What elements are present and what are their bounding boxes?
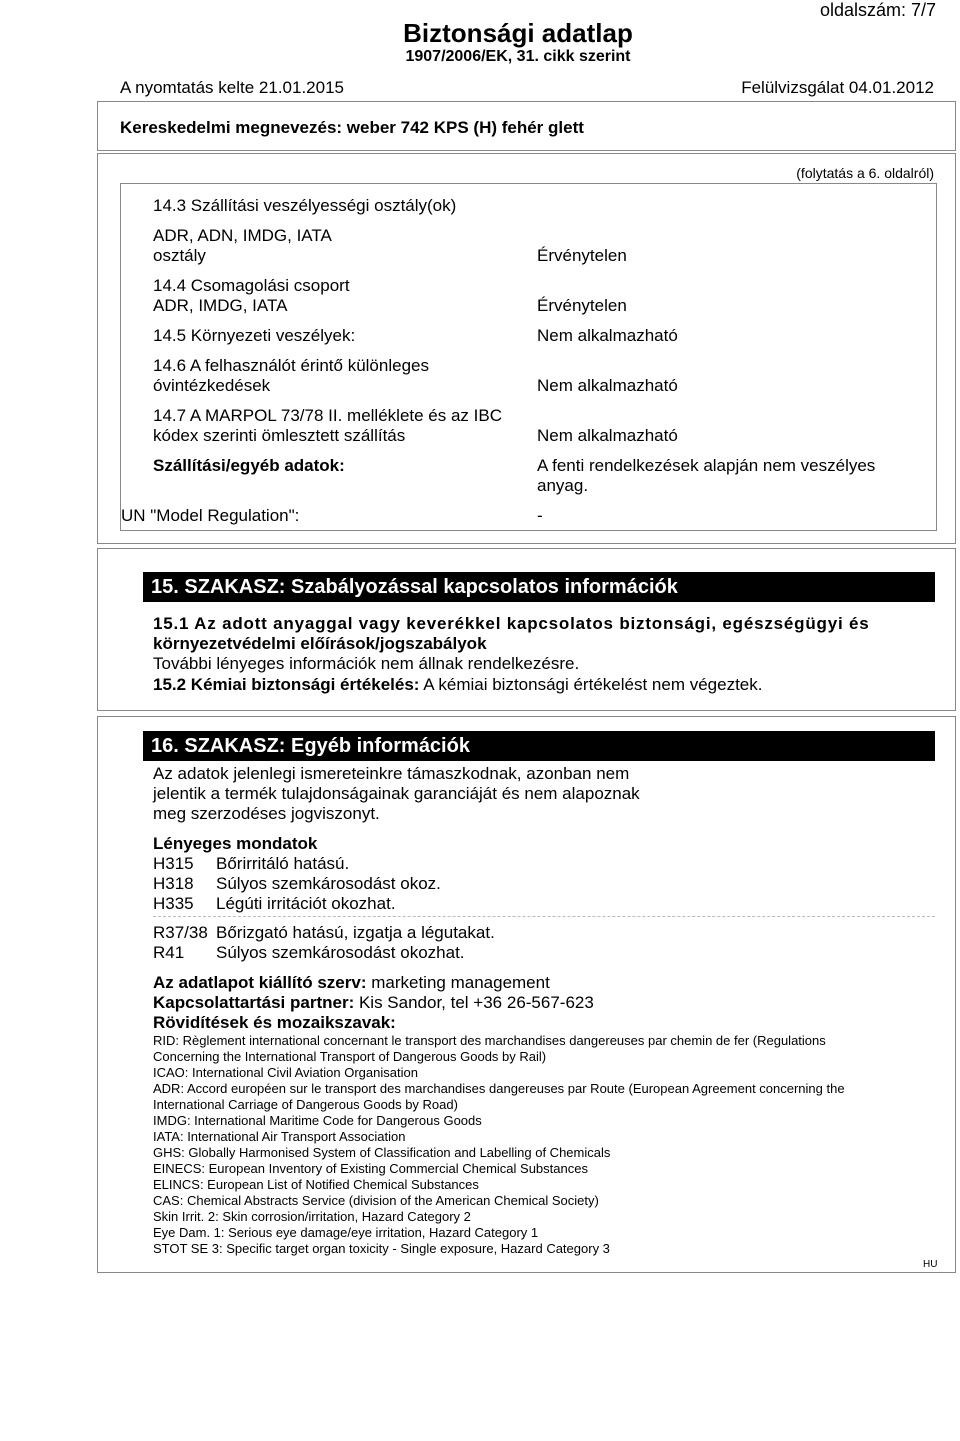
abbreviation-line: International Carriage of Dangerous Goods by Road) — [153, 1097, 458, 1112]
print-date: A nyomtatás kelte 21.01.2015 — [120, 78, 344, 97]
h15-1-line1: 15.1 Az adott anyaggal vagy keverékkel kapcsolatos biztonsági, egészségügyi és — [153, 614, 870, 633]
v14-4: Érvénytelen — [537, 296, 627, 315]
h14-3: 14.3 Szállítási veszélyességi osztály(ok) — [153, 196, 457, 215]
h14-4-line1: 14.4 Csomagolási csoport — [153, 276, 350, 295]
h14-7-line1: 14.7 A MARPOL 73/78 II. melléklete és az IBC — [153, 406, 502, 425]
abbreviation-line: EINECS: European Inventory of Existing Commercial Chemical Substances — [153, 1161, 588, 1176]
h15-1-line2: környezetvédelmi előírások/jogszabályok — [153, 634, 487, 653]
trade-name-box — [97, 101, 956, 151]
phrase-code: H318 — [153, 874, 194, 893]
v14-5: Nem alkalmazható — [537, 326, 678, 345]
abbreviation-line: CAS: Chemical Abstracts Service (division of the American Chemical Society) — [153, 1193, 599, 1208]
separator-line — [153, 916, 935, 917]
issuer-line — [153, 973, 550, 993]
h14-7-line2: kódex szerinti ömlesztett szállítás — [153, 426, 406, 445]
page-number: oldalszám: 7/7 — [819, 0, 936, 20]
abbreviation-line: Concerning the International Transport of Dangerous Goods by Rail) — [153, 1049, 547, 1064]
continued-note: (folytatás a 6. oldalról) — [796, 165, 934, 181]
h14-3-sub1: ADR, ADN, IMDG, IATA — [153, 226, 332, 245]
abbreviation-line: ELINCS: European List of Notified Chemical Substances — [153, 1177, 479, 1192]
h15-2: 15.2 Kémiai biztonsági értékelés: — [153, 675, 420, 694]
revision-date: Felülvizsgálat 04.01.2012 — [741, 78, 934, 97]
h14-6-line2: óvintézkedések — [153, 376, 271, 395]
abbreviation-line: STOT SE 3: Specific target organ toxicity - Single exposure, Hazard Category 3 — [153, 1241, 610, 1256]
phrase-text: Súlyos szemkárosodást okoz. — [216, 874, 441, 893]
section-15-heading: 15. SZAKASZ: Szabályozással kapcsolatos információk — [143, 572, 935, 602]
v14-7: Nem alkalmazható — [537, 426, 678, 445]
t15-1: További lényeges információk nem állnak rendelkezésre. — [153, 654, 580, 673]
abbreviation-line: ADR: Accord européen sur le transport des marchandises dangereuses par Route (European Agreement concerning the — [153, 1081, 845, 1096]
r-phrase-code: R41 — [153, 943, 185, 962]
other-info-value-line1: A fenti rendelkezések alapján nem veszélyes — [537, 456, 876, 475]
other-info-value-line2: anyag. — [537, 476, 589, 495]
abbreviation-line: Eye Dam. 1: Serious eye damage/eye irritation, Hazard Category 1 — [153, 1225, 539, 1240]
un-regulation-value: - — [537, 506, 543, 525]
document-subtitle: 1907/2006/EK, 31. cikk szerint — [405, 48, 631, 65]
v14-6: Nem alkalmazható — [537, 376, 678, 395]
v14-3: Érvénytelen — [537, 246, 627, 265]
contact-label: Kapcsolattartási partner: — [153, 993, 355, 1012]
section-16-heading: 16. SZAKASZ: Egyéb információk — [143, 731, 935, 761]
abbreviation-line: ICAO: International Civil Aviation Organisation — [153, 1065, 418, 1080]
document-title: Biztonsági adatlap — [403, 18, 633, 48]
phrase-text: Légúti irritációt okozhat. — [216, 894, 396, 913]
section-14-box — [120, 183, 937, 531]
contact-line — [153, 993, 594, 1013]
t15-2: A kémiai biztonsági értékelést nem végeztek. — [419, 675, 763, 694]
s15-2 — [153, 675, 762, 695]
phrase-code: H335 — [153, 894, 194, 913]
abbreviation-line: IATA: International Air Transport Association — [153, 1129, 406, 1144]
un-regulation-label: UN "Model Regulation": — [121, 506, 300, 525]
r-phrase-text: Bőrizgató hatású, izgatja a légutakat. — [216, 923, 495, 942]
intro-line-2: jelentik a termék tulajdonságainak garanciáját és nem alapoznak — [153, 784, 640, 803]
contact-value: Kis Sandor, tel +36 26-567-623 — [354, 993, 594, 1012]
r-phrase-text: Súlyos szemkárosodást okozhat. — [216, 943, 465, 962]
issuer-label: Az adatlapot kiállító szerv: — [153, 973, 367, 992]
language-code: HU — [923, 1259, 938, 1270]
abbreviation-line: IMDG: International Maritime Code for Dangerous Goods — [153, 1113, 482, 1128]
phrase-text: Bőrirritáló hatású. — [216, 854, 350, 873]
h14-6-line1: 14.6 A felhasználót érintő különleges — [153, 356, 429, 375]
phrase-code: H315 — [153, 854, 194, 873]
h14-4-line2: ADR, IMDG, IATA — [153, 296, 288, 315]
intro-line-3: meg szerzodéses jogviszonyt. — [153, 804, 380, 823]
abbreviation-line: Skin Irrit. 2: Skin corrosion/irritation, Hazard Category 2 — [153, 1209, 471, 1224]
intro-line-1: Az adatok jelenlegi ismereteinkre támaszkodnak, azonban nem — [153, 764, 630, 783]
h14-5: 14.5 Környezeti veszélyek: — [153, 326, 356, 345]
trade-name: Kereskedelmi megnevezés: weber 742 KPS (H) fehér glett — [120, 118, 584, 137]
abbreviation-line: GHS: Globally Harmonised System of Classification and Labelling of Chemicals — [153, 1145, 611, 1160]
h14-3-sub2: osztály — [153, 246, 206, 265]
issuer-value: marketing management — [366, 973, 550, 992]
abbreviations-heading: Rövidítések és mozaikszavak: — [153, 1013, 396, 1032]
other-info-label: Szállítási/egyéb adatok: — [153, 456, 345, 475]
r-phrase-code: R37/38 — [153, 923, 208, 942]
abbreviation-line: RID: Règlement international concernant le transport des marchandises dangereuses par chemin de fer (Regulations — [153, 1033, 826, 1048]
relevant-phrases-heading: Lényeges mondatok — [153, 834, 318, 853]
